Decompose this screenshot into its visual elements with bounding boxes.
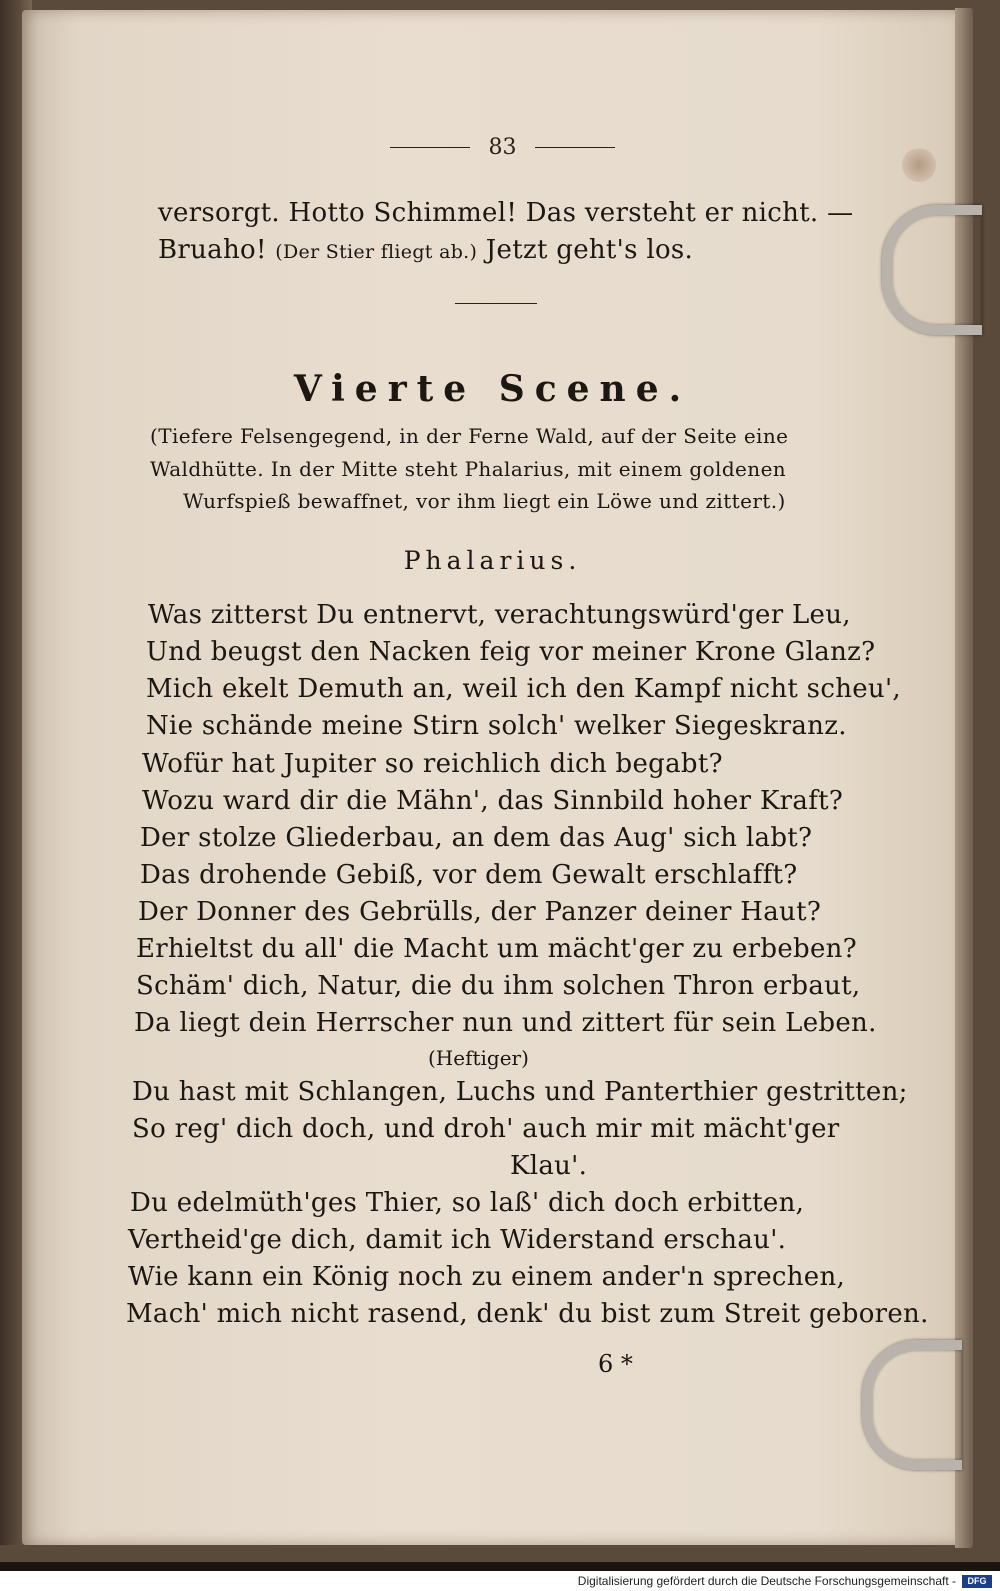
verse-line: Nie schände meine Stirn solch' welker Siegeskranz.	[146, 711, 847, 741]
page-clip-top	[882, 205, 982, 335]
verse-line: Erhieltst du all' die Macht um mächt'ger zu erbeben?	[136, 934, 857, 964]
dfg-logo: DFG	[962, 1575, 992, 1588]
page-header	[390, 132, 615, 162]
verse-line: Da liegt dein Herrscher nun und zittert für sein Leben.	[134, 1008, 877, 1038]
top-line-2-stage: (Der Stier fliegt ab.)	[275, 241, 478, 263]
verse-line: Wozu ward dir die Mähn', das Sinnbild hoher Kraft?	[142, 786, 844, 816]
verse-line: Du edelmüth'ges Thier, so laß' dich doch erbitten,	[130, 1188, 805, 1218]
verse-line: Mach' mich nicht rasend, denk' du bist zum Streit geboren.	[126, 1299, 929, 1329]
verse-line: Der stolze Gliederbau, an dem das Aug' sich labt?	[140, 823, 813, 853]
verse-line: So reg' dich doch, und droh' auch mir mit mächt'ger	[132, 1114, 840, 1144]
stage-direction-line-1: (Tiefere Felsengegend, in der Ferne Wald, auf der Seite eine	[150, 424, 789, 448]
header-rule-left	[390, 147, 470, 148]
verse-line: Das drohende Gebiß, vor dem Gewalt erschlafft?	[140, 860, 798, 890]
verse-line: Wofür hat Jupiter so reichlich dich begabt?	[142, 749, 723, 779]
verse-line: Schäm' dich, Natur, die du ihm solchen Thron erbaut,	[136, 971, 861, 1001]
verse-line: Und beugst den Nacken feig vor meiner Krone Glanz?	[146, 637, 876, 667]
signature-mark: 6 *	[598, 1350, 633, 1378]
top-line-2	[158, 235, 693, 265]
page-number: 83	[488, 134, 517, 160]
banner-text: Digitalisierung gefördert durch die Deutsche Forschungsgemeinschaft -	[577, 1574, 956, 1588]
verse-line: Der Donner des Gebrülls, der Panzer deiner Haut?	[138, 897, 822, 927]
verse-line: Wie kann ein König noch zu einem ander'n sprechen,	[128, 1262, 846, 1292]
header-rule-right	[535, 147, 615, 148]
verse-line: Du hast mit Schlangen, Luchs und Panterthier gestritten;	[132, 1077, 908, 1107]
section-separator	[455, 303, 537, 304]
digitization-banner	[0, 1571, 1000, 1591]
top-line-2-end: Jetzt geht's los.	[477, 235, 694, 265]
verse-line-continuation: Klau'.	[510, 1151, 588, 1181]
stage-heftiger: (Heftiger)	[428, 1046, 529, 1070]
page-clip-bottom	[862, 1340, 962, 1470]
scene-title: Vierte Scene.	[293, 368, 692, 410]
top-line-1: versorgt. Hotto Schimmel! Das versteht er nicht. —	[158, 198, 854, 228]
verse-line: Mich ekelt Demuth an, weil ich den Kampf nicht scheu',	[146, 674, 901, 704]
top-line-2-start: Bruaho!	[158, 235, 276, 265]
stage-direction-line-2: Waldhütte. In der Mitte steht Phalarius, mit einem goldenen	[150, 457, 787, 481]
stage-direction-line-3: Wurfspieß bewaffnet, vor ihm liegt ein Löwe und zittert.)	[183, 489, 786, 513]
speaker-name: Phalarius.	[403, 546, 582, 575]
page-stain	[902, 148, 936, 182]
verse-line: Vertheid'ge dich, damit ich Widerstand erschau'.	[128, 1225, 787, 1255]
verse-line: Was zitterst Du entnervt, verachtungswürd'ger Leu,	[148, 600, 851, 630]
